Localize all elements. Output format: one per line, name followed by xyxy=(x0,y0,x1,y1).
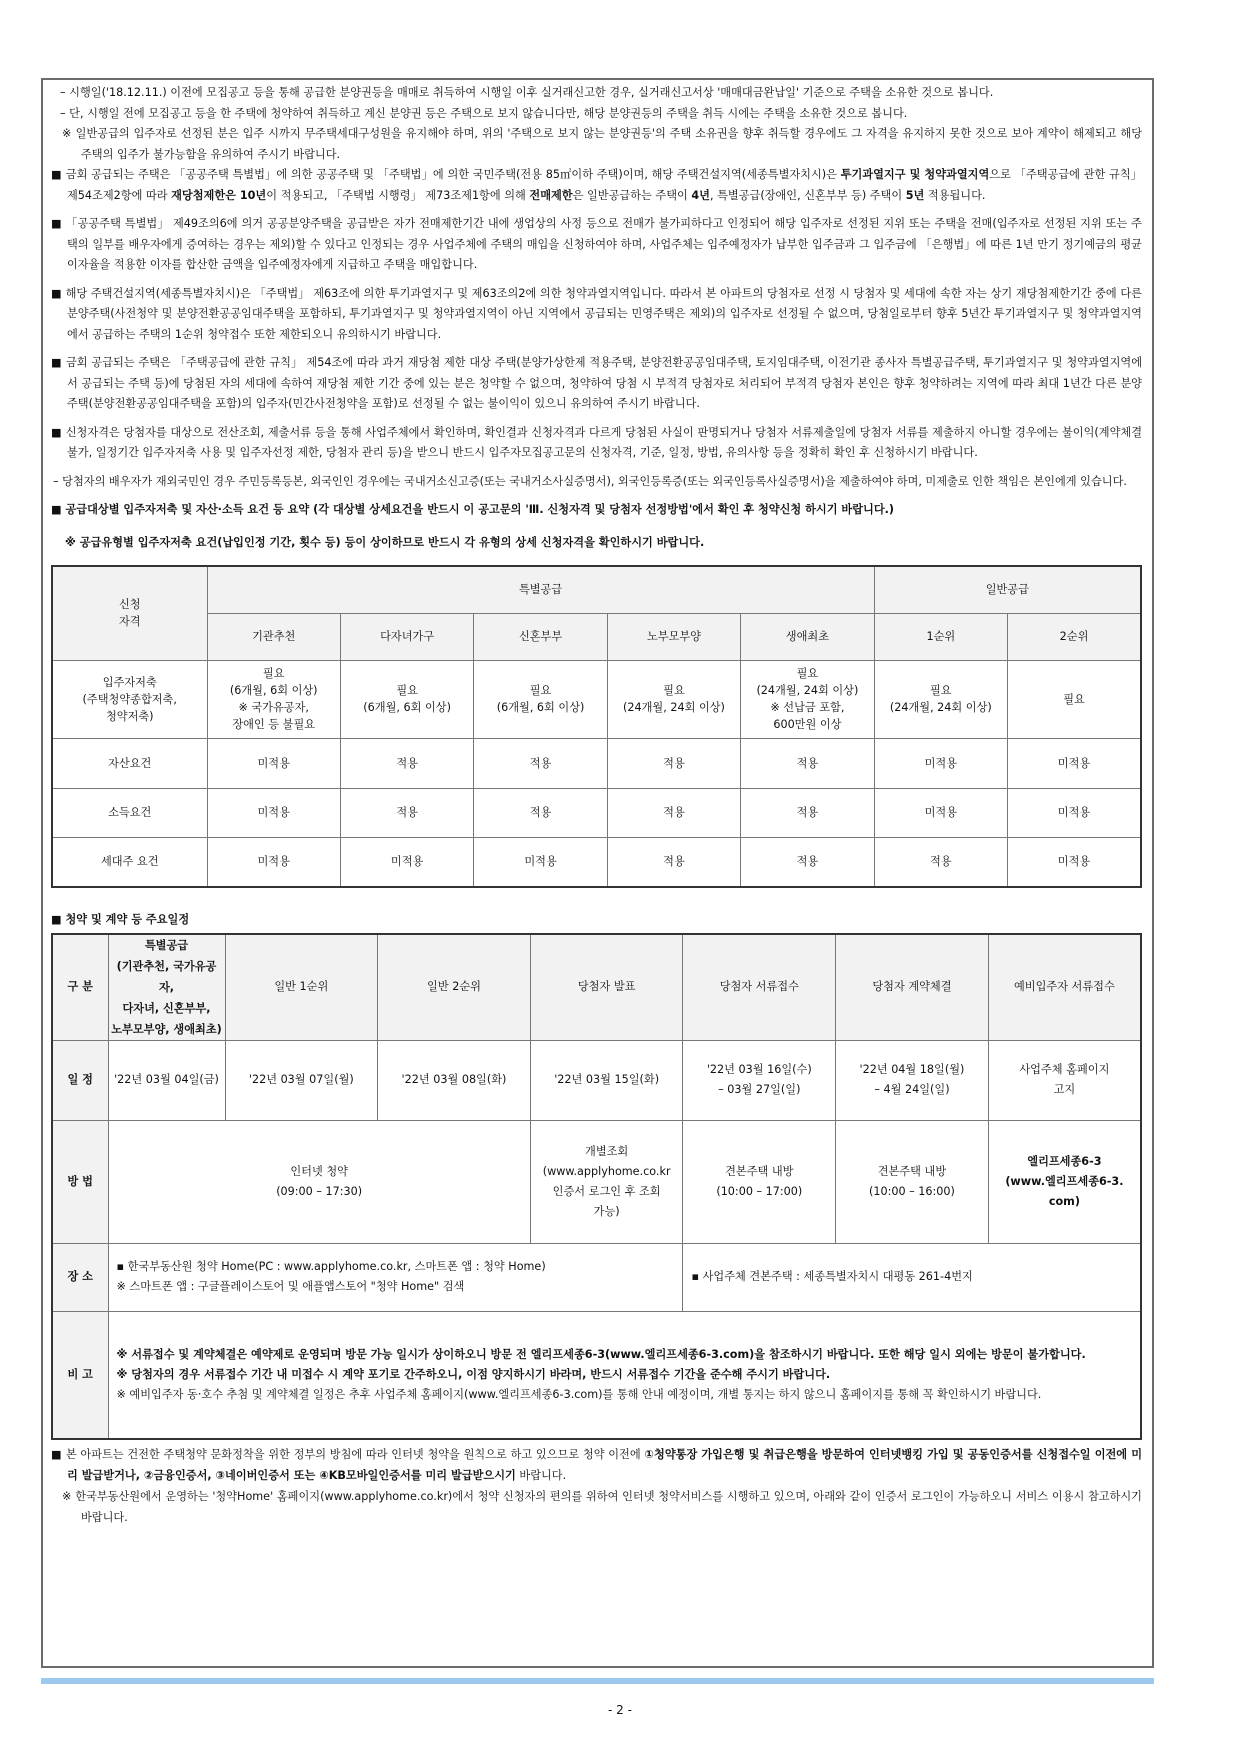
sched-place-online: ▪ 한국부동산원 청약 Home(PC : www.applyhome.co.kr, 스마트폰 앱 : 청약 Home) ※ 스마트폰 앱 : 구글플레이스토어 및 애플앱스토어 "청약 Home" 검색 xyxy=(108,1243,683,1311)
qual-cell: 미적용 xyxy=(1008,837,1141,887)
qual-cell: 미적용 xyxy=(474,837,607,887)
note-preexisting-rights: – 단, 시행일 전에 모집공고 등을 한 주택에 청약하여 취득하고 계신 분양권 등은 주택으로 보지 않습니다만, 해당 분양권등의 주택을 취득 시에는 주택을 소유한 것으로 봅니다. xyxy=(60,106,908,120)
qual-cell: 적용 xyxy=(340,788,473,837)
qualification-table xyxy=(51,565,1142,888)
qual-cell: 적용 xyxy=(874,837,1007,887)
qual-cell: 미적용 xyxy=(1008,738,1141,788)
qual-cell: 적용 xyxy=(340,738,473,788)
qual-cell: 필요 (6개월, 6회 이상) ※ 국가유공자, 장애인 등 불필요 xyxy=(207,660,340,738)
sched-col: 당첨자 발표 xyxy=(530,934,683,1041)
qual-cell: 필요 (6개월, 6회 이상) xyxy=(340,660,473,738)
para-resale-restriction: ■ 금회 공급되는 주택은 「공공주택 특별법」에 의한 공공주택 및 「주택법」에 의한 국민주택(전용 85㎡이하 주택)이며, 해당 주택건설지역(세종특별자치시)은 투기과열지구 및 청약과열지역으로 「주택공급에 관한 규칙」 제54조제2항에 따라 재당첨제한은 10년이 적용되고, 「주택법 시행령」 제73조제1항에 의해 전매제한은 일반공급하는 주택이 4년, 특별공급(장애인, 신혼부부 등) 주택이 5년 적용됩니다. xyxy=(51,168,1142,202)
sched-note-deadline: ※ 당첨자의 경우 서류접수 기간 내 미접수 시 계약 포기로 간주하오니, 이점 양지하시기 바라며, 반드시 서류접수 기간을 준수해 주시기 바랍니다. xyxy=(116,1367,831,1381)
sched-date: '22년 03월 04일(금) xyxy=(108,1040,225,1120)
qual-cell: 적용 xyxy=(607,837,740,887)
sched-date: '22년 03월 15일(화) xyxy=(530,1040,683,1120)
sched-date: '22년 03월 07일(월) xyxy=(225,1040,378,1120)
sched-note-reserve: ※ 예비입주자 동·호수 추첨 및 계약체결 일정은 추후 사업주체 홈페이지(www.엘리프세종6-3.com)를 통해 안내 예정이며, 개별 통지는 하지 않으니 홈페이지를 통해 꼭 확인하시기 바랍니다. xyxy=(116,1387,1042,1401)
qual-row-savings xyxy=(52,660,1141,738)
sched-note-reservation: ※ 서류접수 및 계약체결은 예약제로 운영되며 방문 가능 일시가 상이하오니 방문 전 엘리프세종6-3(www.엘리프세종6-3.com)을 참조하시기 바랍니다. 또한 해당 일시 외에는 방문이 불가합니다. xyxy=(116,1347,1086,1361)
qual-col: 생애최초 xyxy=(741,613,874,660)
qual-row-label: 입주자저축 (주택청약종합저축, 청약저축) xyxy=(52,660,207,738)
footer-bar xyxy=(41,1678,1154,1684)
sched-row-label: 방 법 xyxy=(52,1120,108,1243)
para-internet-application: ■ 본 아파트는 건전한 주택청약 문화정착을 위한 정부의 방침에 따라 인터넷 청약을 원칙으로 하고 있으므로 청약 이전에 ①청약통장 가입은행 및 취급은행을 방문하여 인터넷뱅킹 가입 및 공동인증서를 신청접수일 이전에 미리 발급받거나, ②금융인증서, ③네이버인증서 또는 ④KB모바일인증서를 미리 발급받으시기 바랍니다. xyxy=(51,1448,1142,1482)
qual-cell: 적용 xyxy=(741,837,874,887)
para-overheated-zone: ■ 해당 주택건설지역(세종특별자치시)은 「주택법」 제63조에 의한 투기과열지구 및 제63조의2에 의한 청약과열지역입니다. 따라서 본 아파트의 당첨자로 선정 시 당첨자 및 세대에 속한 자는 상기 재당첨제한기간 중에 다른 분양주택(사전청약 및 분양전환공공임대주택을 포함하되, 투기과열지구 및 청약과열지역이 아닌 지역에서 공급되는 민영주택은 제외)의 입주자로 선정될 수 없으며, 당첨일로부터 향후 5년간 투기과열지구 및 청약과열지역에서 공급하는 주택의 1순위 청약접수 또한 제한되오니 유의하시기 바랍니다. xyxy=(51,286,1142,341)
qual-cell: 미적용 xyxy=(207,738,340,788)
qual-cell: 필요 (24개월, 24회 이상) ※ 선납금 포함, 600만원 이상 xyxy=(741,660,874,738)
qual-row-label: 자산요건 xyxy=(52,738,207,788)
qual-row-label: 세대주 요건 xyxy=(52,837,207,887)
qual-cell: 미적용 xyxy=(874,738,1007,788)
qual-cell: 미적용 xyxy=(340,837,473,887)
qual-col: 노부모부양 xyxy=(607,613,740,660)
qual-row-assets xyxy=(52,738,1141,788)
qual-col: 1순위 xyxy=(874,613,1007,660)
qual-cell: 적용 xyxy=(474,738,607,788)
qual-cell: 미적용 xyxy=(207,837,340,887)
sched-note-row xyxy=(52,1311,1141,1439)
qual-cell: 적용 xyxy=(741,738,874,788)
qual-cell: 미적용 xyxy=(874,788,1007,837)
sched-method-contract: 견본주택 내방 (10:00 – 16:00) xyxy=(836,1120,989,1243)
qual-col: 기관추천 xyxy=(207,613,340,660)
sched-row-label: 일 정 xyxy=(52,1040,108,1120)
qual-cell: 필요 (6개월, 6회 이상) xyxy=(474,660,607,738)
sched-col: 당첨자 계약체결 xyxy=(836,934,989,1041)
qual-general-header: 일반공급 xyxy=(874,566,1141,613)
page-number: - 2 - xyxy=(608,1703,632,1717)
section-summary-heading: ■ 공급대상별 입주자저축 및 자산·소득 요건 등 요약 (각 대상별 상세요건을 반드시 이 공고문의 'Ⅲ. 신청자격 및 당첨자 선정방법'에서 확인 후 청약신청 하시기 바랍니다.) xyxy=(51,503,895,516)
sched-col: 예비입주자 서류접수 xyxy=(988,934,1141,1041)
sched-method-row xyxy=(52,1120,1141,1243)
note-enforcement-date: – 시행일('18.12.11.) 이전에 모집공고 등을 통해 공급한 분양권등을 매매로 취득하여 시행일 이후 실거래신고한 경우, 실거래신고서상 '매매대금완납일' 기준으로 주택을 소유한 것으로 봅니다. xyxy=(60,86,994,99)
para-rewin-limit: ■ 금회 공급되는 주택은 「주택공급에 관한 규칙」 제54조에 따라 과거 재당첨 제한 대상 주택(분양가상한제 적용주택, 분양전환공공임대주택, 토지임대주택, 이전기관 종사자 특별공급주택, 투기과열지구 및 청약과열지역에서 공급되는 주택 등)에 당첨된 자의 세대에 속하여 재당첨 제한 기간 중에 있는 분은 청약할 수 없으며, 청약하여 당첨 시 부적격 당첨자로 처리되어 부적격 당첨자 본인은 향후 청약하려는 지역에 따라 최대 1년간 다른 분양주택(분양전환공공임대주택을 포함)의 입주자(민간사전청약을 포함)로 선정될 수 없는 불이익이 있으니 유의하여 주시기 바랍니다. xyxy=(51,356,1143,410)
qual-cell: 미적용 xyxy=(207,788,340,837)
qual-row-label: 소득요건 xyxy=(52,788,207,837)
qual-cell: 미적용 xyxy=(1008,788,1141,837)
qual-special-header: 특별공급 xyxy=(207,566,874,613)
qual-row-householder xyxy=(52,837,1141,887)
qual-cell: 필요 (24개월, 24회 이상) xyxy=(874,660,1007,738)
section-schedule-heading: ■ 청약 및 계약 등 주요일정 xyxy=(51,913,190,926)
sched-method-docs: 견본주택 내방 (10:00 – 17:00) xyxy=(683,1120,836,1243)
summary-caution: ※ 공급유형별 입주자저축 요건(납입인정 기간, 횟수 등) 등이 상이하므로 반드시 각 유형의 상세 신청자격을 확인하시기 바랍니다. xyxy=(65,535,705,549)
sched-place-row xyxy=(52,1243,1141,1311)
qual-cell: 적용 xyxy=(607,738,740,788)
qual-cell: 적용 xyxy=(474,788,607,837)
sched-col: 일반 2순위 xyxy=(378,934,531,1041)
qual-cell: 필요 xyxy=(1008,660,1141,738)
notice-frame xyxy=(41,78,1154,1668)
para-qualification-check: ■ 신청자격은 당첨자를 대상으로 전산조회, 제출서류 등을 통해 사업주체에서 확인하며, 확인결과 신청자격과 다르게 당첨된 사실이 판명되거나 당첨자 서류제출일에 당첨자 서류를 제출하지 아니할 경우에는 불이익(계약체결 불가, 일정기간 입주자저축 사용 및 입주자선정 제한, 당첨자 관리 등)을 받으니 반드시 입주자모집공고문의 신청자격, 기준, 일정, 방법, 유의사항 등을 정확히 확인 후 신청하시기 바랍니다. xyxy=(51,425,1142,459)
sched-row-label: 비 고 xyxy=(52,1311,108,1439)
schedule-table xyxy=(51,933,1142,1441)
qual-cell: 적용 xyxy=(607,788,740,837)
sched-date: 사업주체 홈페이지 고지 xyxy=(988,1040,1141,1120)
qual-col: 2순위 xyxy=(1008,613,1141,660)
qual-col-headers xyxy=(52,613,1141,660)
sched-notes xyxy=(108,1311,1141,1439)
sched-row-label: 장 소 xyxy=(52,1243,108,1311)
qual-cell: 적용 xyxy=(741,788,874,837)
qual-cell: 필요 (24개월, 24회 이상) xyxy=(607,660,740,738)
sched-place-modelhouse: ▪ 사업주체 견본주택 : 세종특별자치시 대평동 261-4번지 xyxy=(683,1243,1141,1311)
sched-gubun: 구 분 xyxy=(52,934,108,1041)
sched-date-row xyxy=(52,1040,1141,1120)
sched-method-reserve: 엘리프세종6-3 (www.엘리프세종6-3. com) xyxy=(988,1120,1141,1243)
note-applyhome: ※ 한국부동산원에서 운영하는 '청약Home' 홈페이지(www.applyhome.co.kr)에서 청약 신청자의 편의를 위하여 인터넷 청약서비스를 시행하고 있으며, 아래와 같이 인증서 로그인이 가능하오니 서비스 이용시 참고하시기 바랍니다. xyxy=(62,1490,1142,1524)
qual-col: 신혼부부 xyxy=(474,613,607,660)
para-spouse-docs: – 당첨자의 배우자가 재외국민인 경우 주민등록등본, 외국인인 경우에는 국내거소신고증(또는 국내거소사실증명서), 외국인등록증(또는 외국인등록사실증명서)을 제출하여야 하며, 미제출로 인한 책임은 본인에게 있습니다. xyxy=(53,474,1127,488)
sched-method-result: 개별조회 (www.applyhome.co.kr 인증서 로그인 후 조회 가능) xyxy=(530,1120,683,1243)
sched-date: '22년 03월 08일(화) xyxy=(378,1040,531,1120)
para-purchase-request: ■ 「공공주택 특별법」 제49조의6에 의거 공공분양주택을 공급받은 자가 전매제한기간 내에 생업상의 사정 등으로 전매가 불가피하다고 인정되어 해당 입주자로 선정된 지위 또는 주택을 전매(입주자로 선정된 지위 또는 주택의 일부를 배우자에게 증여하는 경우는 제외)할 수 있다고 인정되는 경우 사업주체에 주택의 매입을 신청하여야 하며, 사업주체는 입주예정자가 납부한 입주금과 그 입주금에 「은행법」에 따른 1년 만기 정기예금의 평균이자율을 적용한 이자를 합산한 금액을 입주예정자에게 지급하고 주택을 매입합니다. xyxy=(51,217,1142,271)
qual-corner: 신청 자격 xyxy=(52,566,207,660)
qual-col: 다자녀가구 xyxy=(340,613,473,660)
sched-date: '22년 04월 18일(월) – 4월 24일(일) xyxy=(836,1040,989,1120)
sched-date: '22년 03월 16일(수) – 03월 27일(일) xyxy=(683,1040,836,1120)
sched-header-row xyxy=(52,934,1141,1041)
sched-special-header: 특별공급 (기관추천, 국가유공자, 다자녀, 신혼부부, 노부모부양, 생애최초) xyxy=(108,934,225,1041)
sched-col: 일반 1순위 xyxy=(225,934,378,1041)
sched-col: 당첨자 서류접수 xyxy=(683,934,836,1041)
qual-row-income xyxy=(52,788,1141,837)
note-homeless-requirement: ※ 일반공급의 입주자로 선정된 분은 입주 시까지 무주택세대구성원을 유지해야 하며, 위의 '주택으로 보지 않는 분양권등'의 주택 소유권을 향후 취득할 경우에도 그 자격을 유지하지 못한 것으로 보아 계약이 해제되고 해당 주택의 입주가 불가능함을 유의하여 주시기 바랍니다. xyxy=(62,127,1142,161)
sched-method-internet: 인터넷 청약 (09:00 – 17:30) xyxy=(108,1120,530,1243)
